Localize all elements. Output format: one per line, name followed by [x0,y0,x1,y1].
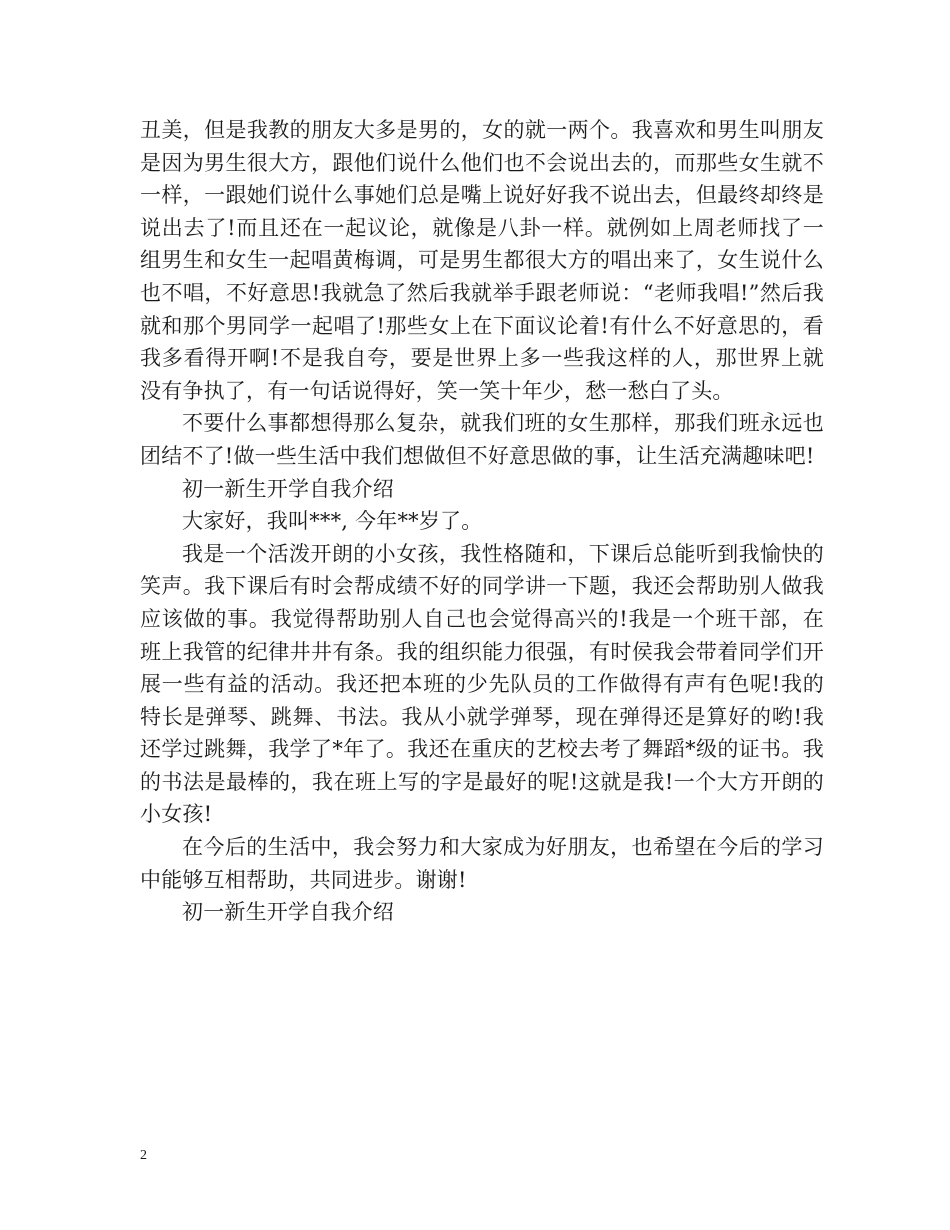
section-heading: 初一新生开学自我介绍 [182,476,394,501]
paragraph-greeting: 大家好，我叫***, 今年**岁了。 [182,509,483,534]
section-heading: 初一新生开学自我介绍 [182,900,394,925]
page-number: 2 [140,1148,147,1163]
document-body [140,114,824,929]
paragraph: 我是一个活泼开朗的小女孩，我性格随和，下课后总能听到我愉快的笑声。我下课后有时会帮成绩不好的同学讲一下题，我还会帮助别人做我应该做的事。我觉得帮助别人自己也会觉得高兴的!我是一个班干部，在班上我管的纪律井井有条。我的组织能力很强，有时侯我会带着同学们开展一些有益的活动。我还把本班的少先队员的工作做得有声有色呢!我的特长是弹琴、跳舞、书法。我从小就学弹琴，现在弹得还是算好的哟!我还学过跳舞，我学了*年了。我还在重庆的艺校去考了舞蹈*级的证书。我的书法是最棒的，我在班上写的字是最好的呢!这就是我!一个大方开朗的小女孩! [140,541,824,827]
paragraph: 不要什么事都想得那么复杂，就我们班的女生那样，那我们班永远也团结不了!做一些生活中我们想做但不好意思做的事，让生活充满趣味吧! [140,411,824,468]
paragraph: 在今后的生活中，我会努力和大家成为好朋友，也希望在今后的学习中能够互相帮助，共同进步。谢谢! [140,835,824,892]
paragraph-continuation: 丑美，但是我教的朋友大多是男的，女的就一两个。我喜欢和男生叫朋友是因为男生很大方，跟他们说什么他们也不会说出去的，而那些女生就不一样，一跟她们说什么事她们总是嘴上说好好我不说出去，但最终却终是说出去了!而且还在一起议论，就像是八卦一样。就例如上周老师找了一组男生和女生一起唱黄梅调，可是男生都很大方的唱出来了，女生说什么也不唱，不好意思!我就急了然后我就举手跟老师说：“老师我唱!”然后我就和那个男同学一起唱了!那些女上在下面议论着!有什么不好意思的，看我多看得开啊!不是我自夸，要是世界上多一些我这样的人，那世界上就没有争执了，有一句话说得好，笑一笑十年少，愁一愁白了头。 [140,118,824,403]
